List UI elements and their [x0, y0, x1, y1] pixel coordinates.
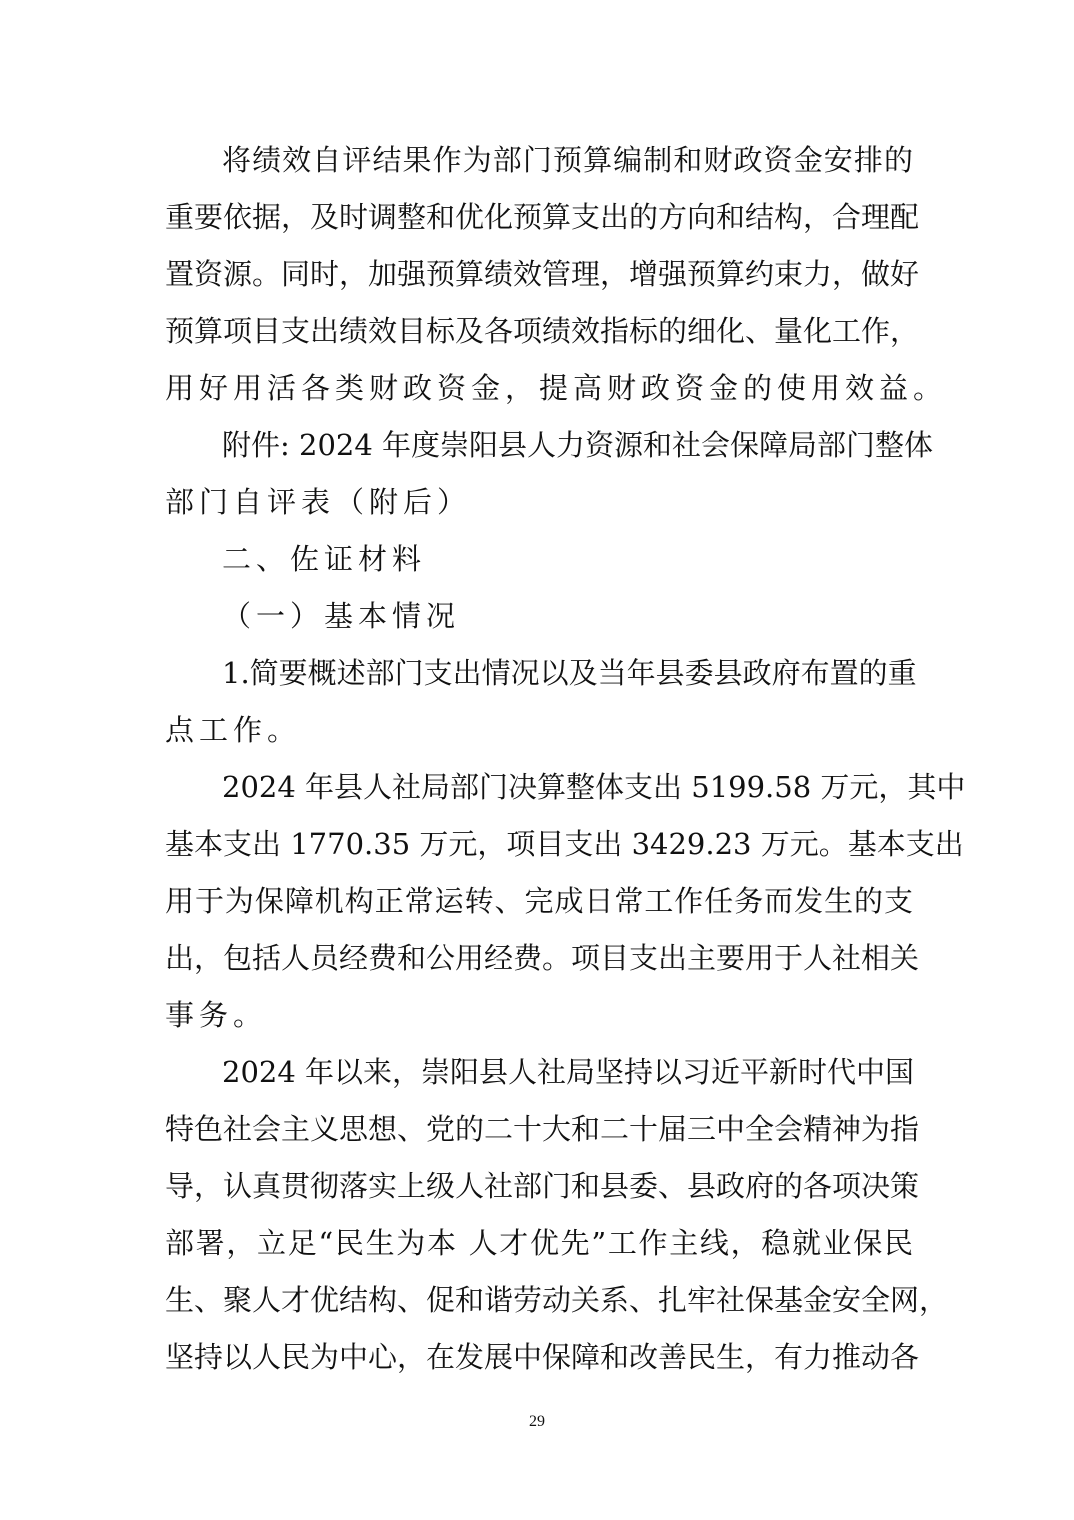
text-line-2: 重要依据，及时调整和优化预算支出的方向和结构，合理配	[165, 200, 920, 234]
text-line-4: 预算项目支出绩效目标及各项绩效指标的细化、量化工作，	[165, 314, 920, 348]
text-line-13: 基本支出 1770.35 万元，项目支出 3429.23 万元。基本支出	[165, 827, 964, 861]
text-line-5: 用好用活各类财政资金，提高财政资金的使用效益。	[165, 371, 948, 405]
text-line-22: 坚持以人民为中心，在发展中保障和改善民生，有力推动各	[165, 1340, 920, 1374]
text-line-15: 出，包括人员经费和公用经费。项目支出主要用于人社相关	[165, 941, 920, 975]
text-line-17: 2024 年以来，崇阳县人社局坚持以习近平新时代中国	[222, 1055, 915, 1089]
text-line-19: 导，认真贯彻落实上级人社部门和县委、县政府的各项决策	[165, 1169, 920, 1203]
text-line-3: 置资源。同时，加强预算绩效管理，增强预算约束力，做好	[165, 257, 920, 291]
text-line-21: 生、聚人才优结构、促和谐劳动关系、扎牢社保基金安全网，	[165, 1283, 949, 1317]
text-line-20: 部署，立足“民生为本 人才优先”工作主线，稳就业保民	[165, 1226, 913, 1260]
text-line-10: 1.简要概述部门支出情况以及当年县委县政府布置的重	[222, 656, 917, 690]
section-heading-evidence: 二、佐证材料	[222, 542, 427, 576]
text-line-18: 特色社会主义思想、党的二十大和二十届三中全会精神为指	[165, 1112, 920, 1146]
text-line-1: 将绩效自评结果作为部门预算编制和财政资金安排的	[222, 143, 913, 177]
page-number: 29	[529, 1413, 545, 1430]
subsection-heading-basic: （一）基本情况	[222, 599, 461, 633]
text-line-7: 部门自评表（附后）	[165, 485, 472, 519]
text-line-14: 用于为保障机构正常运转、完成日常工作任务而发生的支	[165, 884, 913, 918]
text-line-11: 点工作。	[165, 713, 302, 747]
text-line-12: 2024 年县人社局部门决算整体支出 5199.58 万元，其中	[222, 770, 966, 804]
text-line-16: 事务。	[165, 998, 268, 1032]
text-line-6: 附件: 2024 年度崇阳县人力资源和社会保障局部门整体	[222, 428, 934, 462]
